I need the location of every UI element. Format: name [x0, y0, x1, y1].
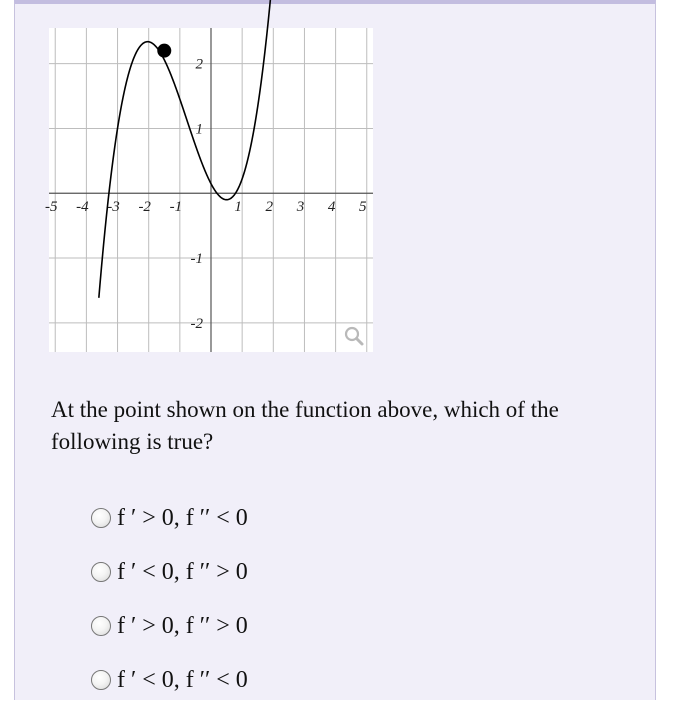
x-tick-label: -5	[44, 199, 58, 216]
choice-4[interactable]	[91, 653, 248, 707]
x-tick-label: 1	[234, 199, 242, 216]
choice-label: f ′ > 0, f ′′ > 0	[117, 612, 248, 639]
choice-3[interactable]	[91, 599, 248, 653]
choice-label: f ′ > 0, f ′′ < 0	[117, 504, 248, 531]
choice-1[interactable]	[91, 491, 248, 545]
radio-button[interactable]	[91, 508, 111, 528]
x-tick-label: -2	[138, 199, 151, 216]
y-tick-label: 1	[195, 121, 203, 138]
function-graph[interactable]	[44, 28, 373, 352]
choice-label: f ′ < 0, f ′′ < 0	[117, 666, 248, 693]
radio-button[interactable]	[91, 562, 111, 582]
x-tick-label: 2	[265, 199, 274, 216]
radio-button[interactable]	[91, 616, 111, 636]
graph-svg	[44, 28, 373, 352]
question-text: At the point shown on the function above, which of the following is true?	[51, 397, 559, 454]
answer-choices	[91, 491, 248, 707]
x-tick-label: 5	[359, 199, 367, 216]
radio-button[interactable]	[91, 670, 111, 690]
question-panel	[14, 0, 656, 700]
highlighted-point	[157, 44, 171, 58]
y-tick-label: -2	[190, 315, 203, 332]
x-tick-label: -1	[169, 199, 183, 216]
x-tick-label: 4	[327, 199, 336, 216]
y-tick-label: 2	[195, 56, 203, 73]
x-tick-label: -4	[76, 199, 89, 216]
x-tick-label: 3	[296, 199, 305, 216]
choice-label: f ′ < 0, f ′′ > 0	[117, 558, 248, 585]
y-tick-label: -1	[190, 251, 203, 268]
choice-2[interactable]	[91, 545, 248, 599]
x-tick-label: -3	[107, 199, 120, 216]
